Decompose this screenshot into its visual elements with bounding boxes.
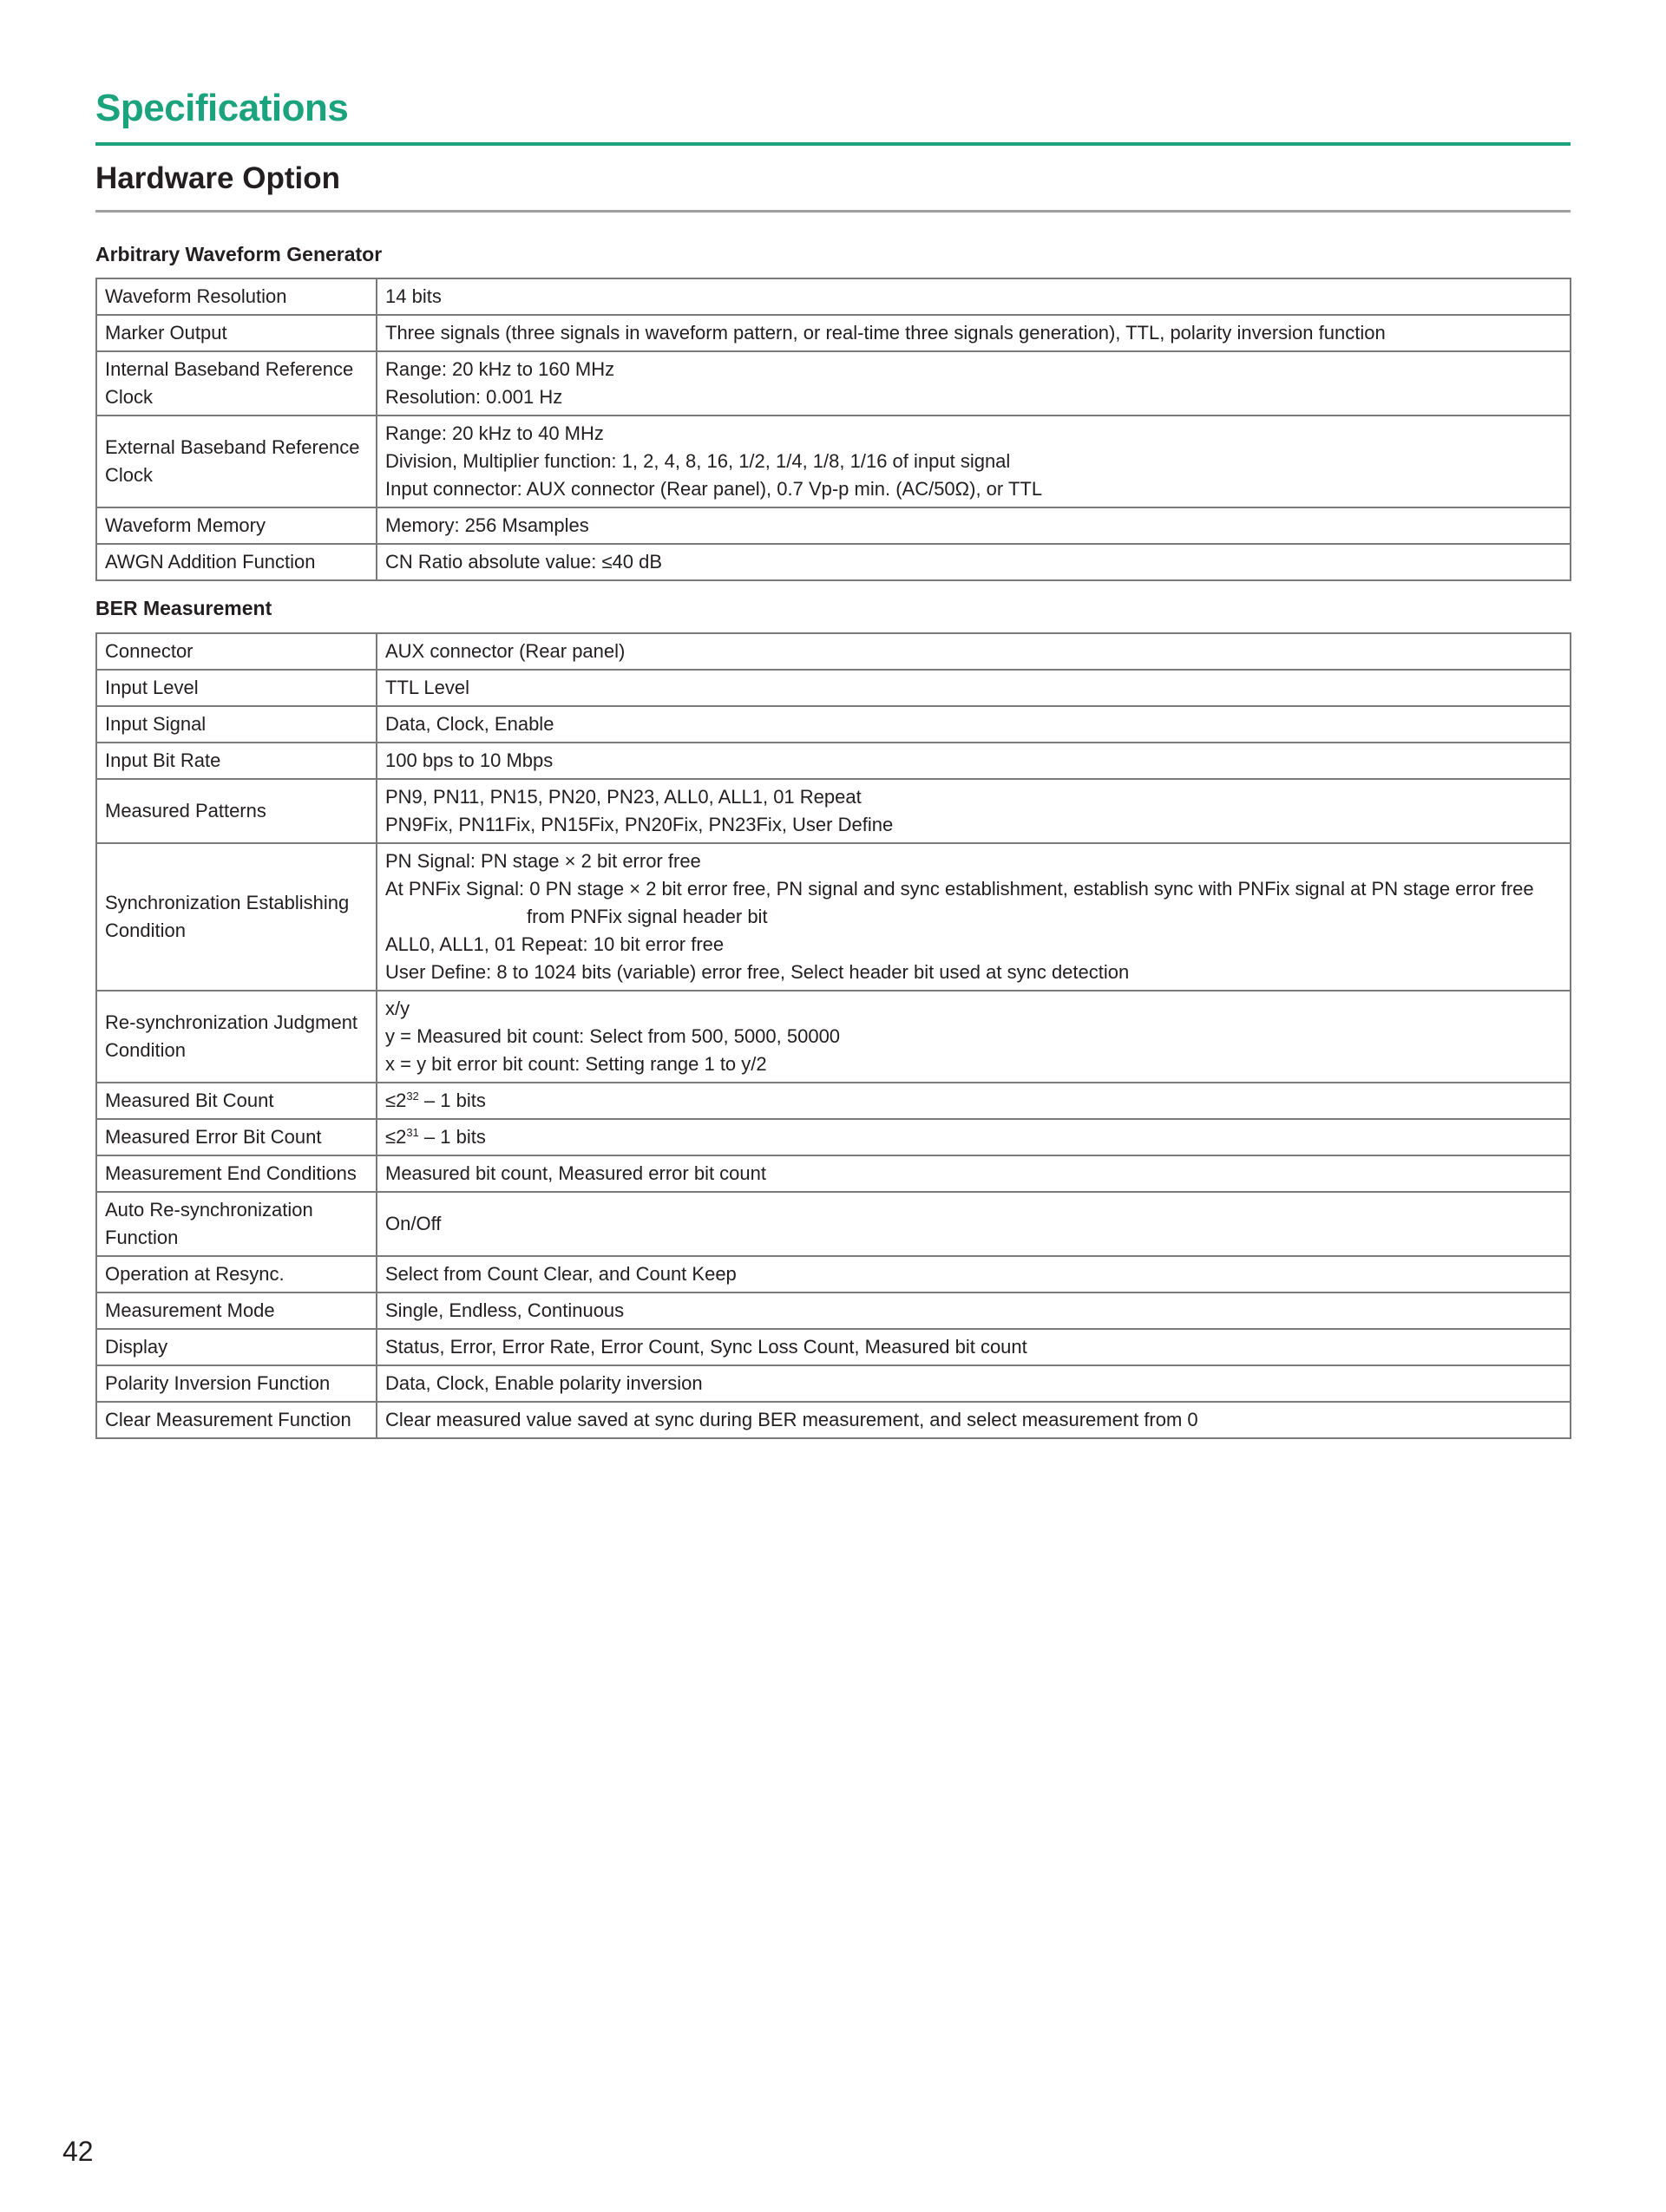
spec-value-line: At PNFix Signal: 0 PN stage × 2 bit error free, PN signal and sync establishment, establish sync with PNFix signal at PN stage error free — [385, 878, 1534, 900]
spec-value-line: Resolution: 0.001 Hz — [385, 386, 563, 408]
table-row — [96, 507, 1571, 544]
spec-label: Operation at Resync. — [96, 1256, 377, 1293]
spec-value-line: Status, Error, Error Rate, Error Count, Sync Loss Count, Measured bit count — [385, 1336, 1027, 1358]
spec-value-line: x/y — [385, 998, 410, 1019]
table-row — [96, 743, 1571, 779]
spec-label: Auto Re-synchronization Function — [96, 1192, 377, 1256]
spec-value — [377, 779, 1571, 843]
table-row — [96, 706, 1571, 743]
spec-value-line: AUX connector (Rear panel) — [385, 640, 626, 662]
table-row — [96, 1402, 1571, 1438]
spec-label: AWGN Addition Function — [96, 544, 377, 580]
spec-value-line: PN9, PN11, PN15, PN20, PN23, ALL0, ALL1, 01 Repeat — [385, 786, 862, 808]
spec-label: Synchronization Establishing Condition — [96, 843, 377, 991]
table-row — [96, 1365, 1571, 1402]
spec-value-line: ALL0, ALL1, 01 Repeat: 10 bit error free — [385, 933, 725, 955]
spec-value — [377, 670, 1571, 706]
section-divider — [95, 210, 1571, 213]
spec-label: Waveform Memory — [96, 507, 377, 544]
ber-spec-table — [95, 632, 1571, 1439]
spec-value-line: Select from Count Clear, and Count Keep — [385, 1263, 737, 1285]
spec-value — [377, 315, 1571, 351]
spec-value-line: CN Ratio absolute value: ≤40 dB — [385, 551, 663, 573]
spec-value-line: On/Off — [385, 1213, 442, 1234]
spec-value — [377, 1119, 1571, 1155]
spec-value-line: User Define: 8 to 1024 bits (variable) error free, Select header bit used at sync detection — [385, 961, 1130, 983]
spec-label: Connector — [96, 633, 377, 670]
spec-value — [377, 507, 1571, 544]
section-title: Hardware Option — [95, 161, 340, 195]
spec-label: Waveform Resolution — [96, 278, 377, 315]
spec-value — [377, 1083, 1571, 1119]
spec-label: Input Signal — [96, 706, 377, 743]
spec-value — [377, 743, 1571, 779]
spec-value — [377, 633, 1571, 670]
ber-heading: BER Measurement — [95, 597, 272, 619]
spec-value-line: from PNFix signal header bit — [527, 906, 768, 927]
spec-value — [377, 1256, 1571, 1293]
awg-spec-table — [95, 278, 1571, 581]
table-row — [96, 1329, 1571, 1365]
spec-value — [377, 991, 1571, 1083]
spec-value-line: PN Signal: PN stage × 2 bit error free — [385, 850, 701, 872]
table-row — [96, 991, 1571, 1083]
spec-value — [377, 1155, 1571, 1192]
page-number: 42 — [62, 2136, 94, 2167]
spec-value-line: $\le 2^{31} - 1$ bits — [385, 1126, 486, 1148]
spec-value-line: PN9Fix, PN11Fix, PN15Fix, PN20Fix, PN23Fix, User Define — [385, 814, 894, 835]
spec-value — [377, 544, 1571, 580]
table-row — [96, 1256, 1571, 1293]
spec-value-line: Division, Multiplier function: 1, 2, 4, 8, 16, 1/2, 1/4, 1/8, 1/16 of input signal — [385, 450, 1011, 472]
spec-value-line: Three signals (three signals in waveform pattern, or real-time three signals generation), TTL, polarity inversion function — [385, 322, 1386, 344]
spec-value — [377, 278, 1571, 315]
table-row — [96, 1083, 1571, 1119]
spec-label: Input Level — [96, 670, 377, 706]
spec-label: Measurement Mode — [96, 1293, 377, 1329]
table-row — [96, 1192, 1571, 1256]
spec-value — [377, 1402, 1571, 1438]
table-row — [96, 670, 1571, 706]
spec-label: Measured Patterns — [96, 779, 377, 843]
spec-value-line: Input connector: AUX connector (Rear panel), 0.7 Vp-p min. (AC/50Ω), or TTL — [385, 478, 1043, 500]
table-row — [96, 843, 1571, 991]
spec-label: External Baseband Reference Clock — [96, 416, 377, 507]
page-title: Specifications — [95, 87, 349, 129]
spec-value — [377, 1293, 1571, 1329]
table-row — [96, 544, 1571, 580]
spec-label: Re-synchronization Judgment Condition — [96, 991, 377, 1083]
spec-value-line: TTL Level — [385, 677, 470, 698]
table-row — [96, 278, 1571, 315]
spec-label: Clear Measurement Function — [96, 1402, 377, 1438]
spec-value-line: Measured bit count, Measured error bit count — [385, 1162, 767, 1184]
spec-value-line: 100 bps to 10 Mbps — [385, 749, 554, 771]
spec-value — [377, 351, 1571, 416]
table-row — [96, 1155, 1571, 1192]
spec-label: Internal Baseband Reference Clock — [96, 351, 377, 416]
spec-label: Measurement End Conditions — [96, 1155, 377, 1192]
spec-value — [377, 843, 1571, 991]
spec-label: Input Bit Rate — [96, 743, 377, 779]
spec-value-line: Data, Clock, Enable polarity inversion — [385, 1372, 703, 1394]
spec-label: Measured Bit Count — [96, 1083, 377, 1119]
spec-label: Measured Error Bit Count — [96, 1119, 377, 1155]
title-divider — [95, 142, 1571, 146]
table-row — [96, 351, 1571, 416]
spec-value — [377, 706, 1571, 743]
spec-value-line: Clear measured value saved at sync during BER measurement, and select measurement from 0 — [385, 1409, 1198, 1430]
spec-value-line: Data, Clock, Enable — [385, 713, 554, 735]
spec-label: Display — [96, 1329, 377, 1365]
spec-value-line: 14 bits — [385, 285, 442, 307]
table-row — [96, 1293, 1571, 1329]
spec-value-line: Memory: 256 Msamples — [385, 514, 589, 536]
spec-value — [377, 1329, 1571, 1365]
table-row — [96, 416, 1571, 507]
spec-value — [377, 1365, 1571, 1402]
spec-value-line: x = y bit error bit count: Setting range 1 to y/2 — [385, 1053, 767, 1075]
table-row — [96, 633, 1571, 670]
spec-value-line: Range: 20 kHz to 160 MHz — [385, 358, 615, 380]
table-row — [96, 1119, 1571, 1155]
spec-value-line: Single, Endless, Continuous — [385, 1299, 625, 1321]
spec-label: Polarity Inversion Function — [96, 1365, 377, 1402]
spec-value-line: $\le 2^{32} - 1$ bits — [385, 1090, 486, 1111]
spec-label: Marker Output — [96, 315, 377, 351]
spec-value — [377, 416, 1571, 507]
awg-heading: Arbitrary Waveform Generator — [95, 243, 383, 265]
table-row — [96, 315, 1571, 351]
spec-value-line: y = Measured bit count: Select from 500, 5000, 50000 — [385, 1025, 841, 1047]
spec-value — [377, 1192, 1571, 1256]
spec-value-line: Range: 20 kHz to 40 MHz — [385, 422, 604, 444]
table-row — [96, 779, 1571, 843]
